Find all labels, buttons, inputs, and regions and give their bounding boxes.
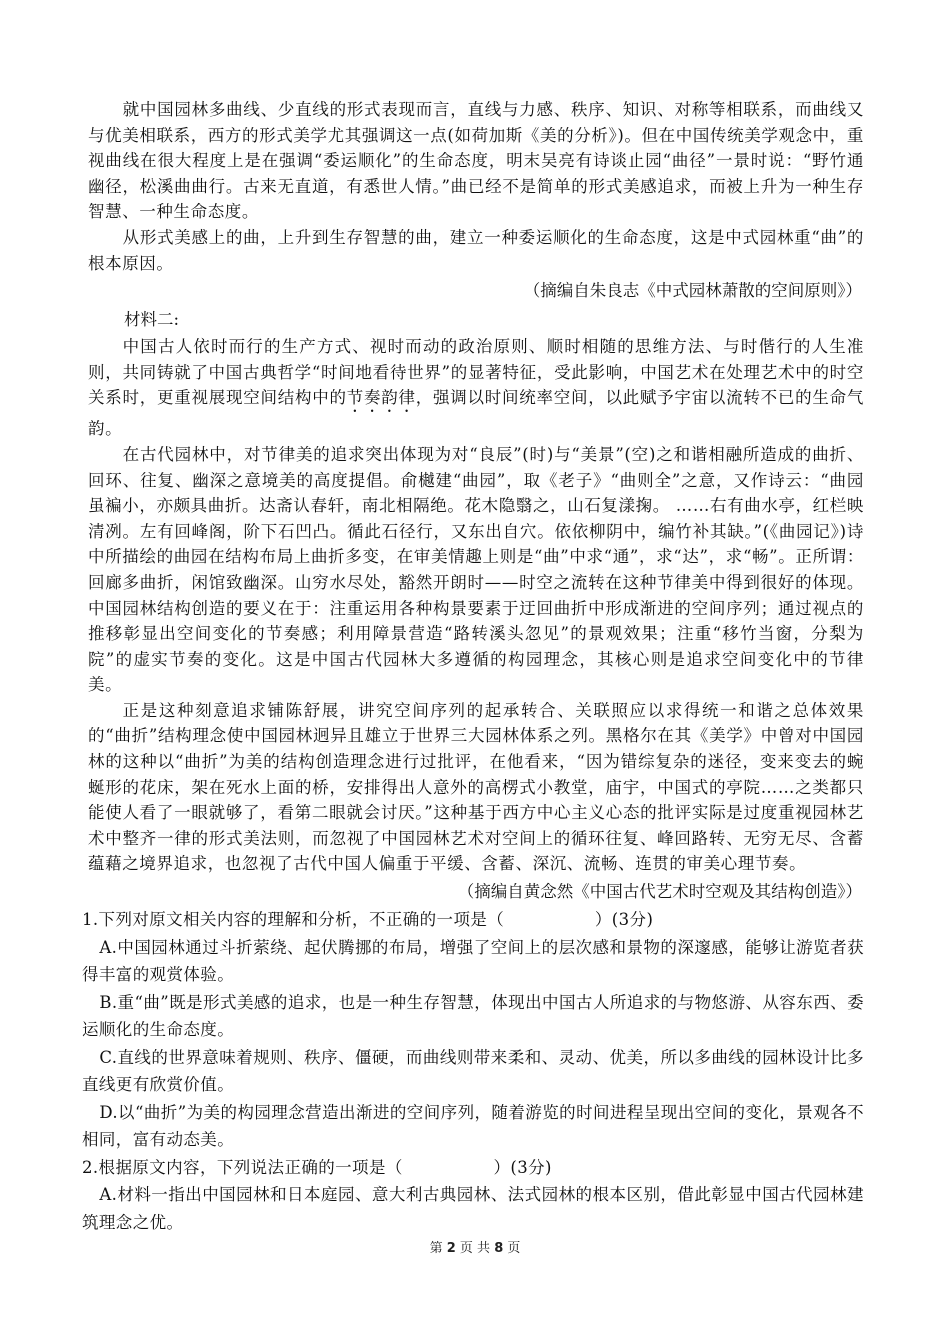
emphasized-term: 节奏韵律 <box>346 388 416 408</box>
footer-prefix: 第 <box>429 1241 443 1256</box>
material2-paragraph-1-start: 中国古人依时而行的生产方式、视时而动的政治原则、顺时相随的思维方法、与时偕行的人生准则，共同铸就了中国古典哲学“时间地看待世界”的显著特征，受此影响，中国艺术在处理艺术中的时空关系时，更重视展现空间结构中的 <box>88 337 864 408</box>
question-2-stem <box>82 1154 864 1182</box>
question-1-option-d: D.以“曲折”为美的构园理念营造出渐进的空间序列，随着游览的时间进程呈现出空间的变化，景观各不相同，富有动态美。 <box>82 1102 864 1150</box>
question-1-option-b: B.重“曲”既是形式美感的追求，也是一种生存智慧，体现出中国古人所追求的与物悠游、从容东西、委运顺化的生命态度。 <box>82 992 864 1040</box>
footer-page-number: 2 <box>446 1241 456 1256</box>
material2-label: 材料二: <box>124 310 180 330</box>
material1-paragraph-1: 就中国园林多曲线、少直线的形式表现而言，直线与力感、秩序、知识、对称等相联系，而曲线又与优美相联系，西方的形式美学尤其强调这一点(如荷加斯《美的分析》)。但在中国传统美学观念中，重视曲线在很大程度上是在强调“委运顺化”的生命态度，明末吴亮有诗谈止园“曲径”一景时说：“野竹通幽径，松溪曲曲行。古来无直道，有悉世人情。”曲已经不是简单的形式美感追求，而被上升为一种生存智慧、一种生命态度。 <box>88 100 864 222</box>
footer-middle: 页 共 <box>459 1241 491 1256</box>
material2-paragraph-1 <box>88 334 864 442</box>
material1-source: （摘编自朱良志《中式园林萧散的空间原则》） <box>523 281 862 301</box>
material1-paragraph-2: 从形式美感上的曲，上升到生存智慧的曲，建立一种委运顺化的生命态度，这是中式园林重“曲”的根本原因。 <box>88 227 864 273</box>
question-1-option-a: A.中国园林通过斗折萦绕、起伏腾挪的布局，增强了空间上的层次感和景物的深邃感，能够让游览者获得丰富的观赏体验。 <box>82 937 864 985</box>
material2-source: （摘编自黄念然《中国古代艺术时空观及其结构创造》） <box>457 882 862 902</box>
question-1-score: ）(3分) <box>594 910 654 930</box>
question-2-option-a: A.材料一指出中国园林和日本庭园、意大利古典园林、法式园林的根本区别，借此彰显中国古代园林建筑理念之优。 <box>82 1185 864 1232</box>
question-1-option-c: C.直线的世界意味着规则、秩序、僵硬，而曲线则带来柔和、灵动、优美，所以多曲线的园林设计比多直线更有欣赏价值。 <box>82 1047 864 1095</box>
material2-paragraph-2: 在古代园林中，对节律美的追求突出体现为对“良辰”(时)与“美景”(空)之和谐相融所造成的曲折、回环、往复、幽深之意境美的高度提倡。俞樾建“曲园”，取《老子》“曲则全”之意，又作诗云：“曲园虽褊小，亦颇具曲折。达斋认春轩，南北相隔绝。花木隐翳之，山石复漾掬。 ……右有曲水亭，红栏映清冽。左有回峰阁，阶下石凹凸。循此石径行，又东出自穴。依依柳阴中，编竹补其缺。”(《曲园记》)诗中所描绘的曲园在结构布局上曲折多变，在审美情趣上则是“曲”中求“通”，求“达”，求“畅”。正所谓：回廊多曲折，闲馆致幽深。山穷水尽处，豁然开朗时——时空之流转在这种节律美中得到很好的体现。中国园林结构创造的要义在于：注重运用各种构景要素于迂回曲折中形成渐进的空间序列；通过视点的推移彰显出空间变化的节奏感；利用障景营造“路转溪头忽见”的景观效果；注重“移竹当窗，分梨为院”的虚实节奏的变化。这是中国古代园林大多遵循的构园理念，其核心则是追求空间变化中的节律美。 <box>88 444 864 695</box>
footer-total-pages: 8 <box>494 1241 504 1256</box>
question-2 <box>82 1154 864 1237</box>
question-2-stem-text: 2.根据原文内容，下列说法正确的一项是（ <box>82 1157 403 1177</box>
question-1-stem <box>82 906 864 934</box>
question-2-score: ）(3分) <box>493 1157 552 1177</box>
question-1-stem-text: 1.下列对原文相关内容的理解和分析，不正确的一项是（ <box>82 910 505 930</box>
material2-paragraph-1-end: ，强调以时间统率空间，以此赋予宇宙以流转不已的生命气韵。 <box>88 388 865 439</box>
page-footer <box>0 1237 950 1256</box>
question-1 <box>82 906 864 1154</box>
footer-suffix: 页 <box>507 1241 521 1256</box>
document-body <box>82 97 865 1236</box>
material2-paragraph-3: 正是这种刻意追求铺陈舒展，讲究空间序列的起承转合、关联照应以求得统一和谐之总体效果的“曲折”结构理念使中国园林迥异且雄立于世界三大园林体系之列。黑格尔在其《美学》中曾对中国园林的这种以“曲折”为美的结构创造理念进行过批评，在他看来，“因为错综复杂的迷径，变来变去的蜿蜒形的花床，架在死水上面的桥，安排得出人意外的高楞式小教堂，庙宇，中国式的亭院……之类都只能使人看了一眼就够了，看第二眼就会讨厌。”这种基于西方中心主义心态的批评实际是过度重视园林艺术中整齐一律的形式美法则，而忽视了中国园林艺术对空间上的循环往复、峰回路转、无穷无尽、含蓄蕴藉之境界追求，也忽视了古代中国人偏重于平缓、含蓄、深沉、流畅、连贯的审美心理节奏。 <box>88 700 864 874</box>
